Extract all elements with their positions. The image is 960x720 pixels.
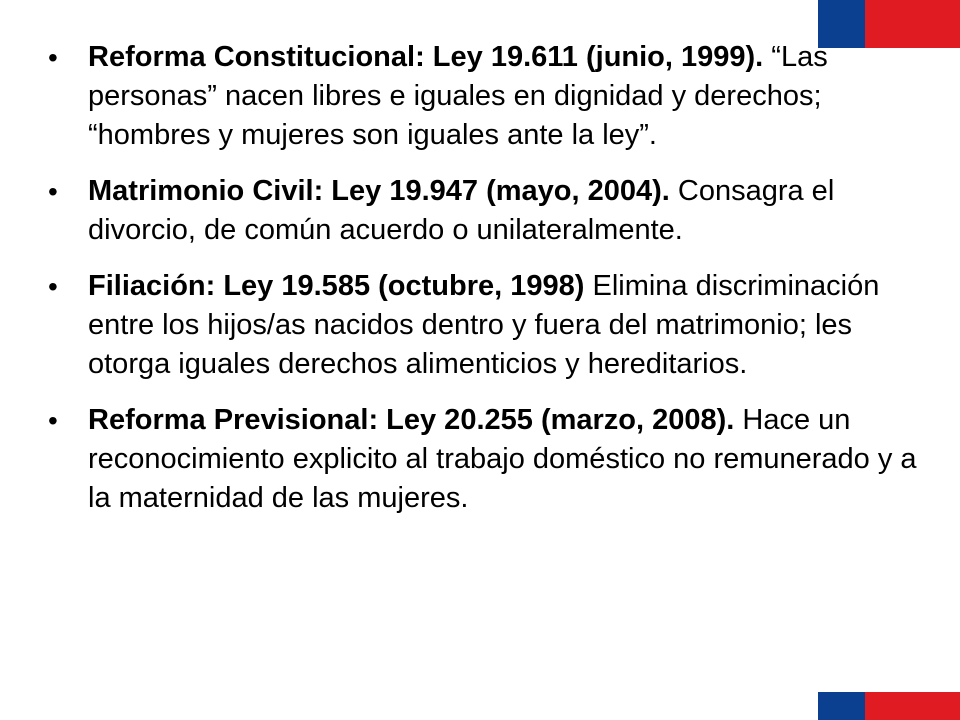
bullet-body: Hace un reconocimiento explicito al trabajo doméstico no remunerado y a la maternidad de las mujeres.: [88, 404, 917, 514]
flag-blue-block: [818, 692, 865, 720]
bullet-list: [48, 38, 920, 535]
bullet-icon: •: [48, 42, 58, 73]
bullet-heading: Matrimonio Civil: Ley 19.947 (mayo, 2004).: [88, 175, 670, 207]
bullet-heading: Reforma Constitucional: Ley 19.611 (junio, 1999).: [88, 41, 764, 73]
flag-strip-bottom: [818, 692, 960, 720]
bullet-heading: Reforma Previsional: Ley 20.255 (marzo, 2008).: [88, 404, 735, 436]
bullet-icon: •: [48, 176, 58, 207]
bullet-icon: •: [48, 405, 58, 436]
bullet-icon: •: [48, 271, 58, 302]
bullet-heading: Filiación: Ley 19.585 (octubre, 1998): [88, 270, 585, 302]
bullet-item-civil-marriage: [48, 172, 920, 250]
bullet-body: “Las personas” nacen libres e iguales en dignidad y derechos; “hombres y mujeres son iguales ante la ley”.: [88, 41, 828, 151]
bullet-item-pension-reform: [48, 401, 920, 518]
bullet-item-filiation: [48, 267, 920, 384]
flag-red-block: [865, 692, 960, 720]
bullet-item-constitutional-reform: [48, 38, 920, 155]
bullet-body: Elimina discriminación entre los hijos/as nacidos dentro y fuera del matrimonio; les otorga iguales derechos alimenticios y hereditarios.: [88, 270, 880, 380]
bullet-body: Consagra el divorcio, de común acuerdo o unilateralmente.: [88, 175, 835, 246]
